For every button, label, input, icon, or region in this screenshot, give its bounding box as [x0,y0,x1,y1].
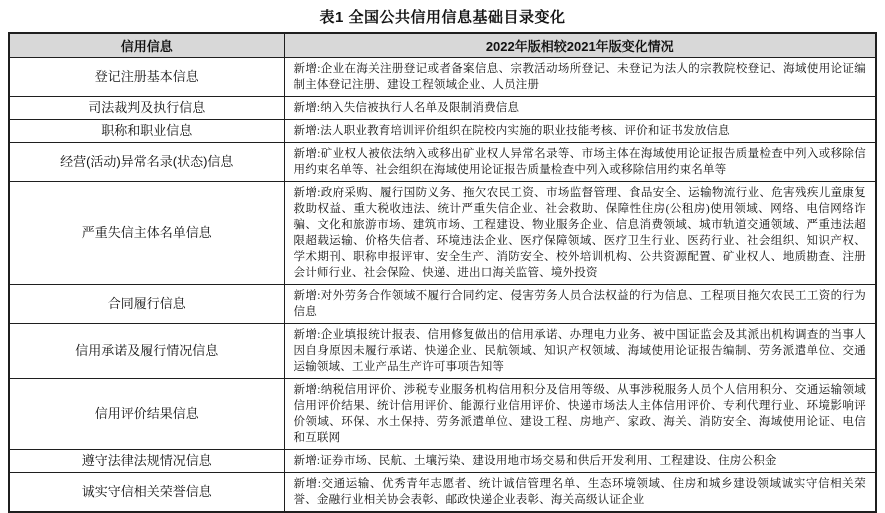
credit-info-table [8,32,877,513]
table-row [9,182,876,285]
table-row [9,379,876,450]
table-row [9,58,876,97]
change-description-cell: 新增:纳入失信被执行人名单及限制消费信息 [284,97,876,120]
change-description-cell: 新增:交通运输、优秀青年志愿者、统计诚信管理名单、生态环境领域、住房和城乡建设领域诚实守信相关荣誉、金融行业相关协会表彰、邮政快递企业表彰、海关高级认证企业 [284,473,876,513]
credit-info-category-cell: 严重失信主体名单信息 [9,182,284,285]
table-row [9,473,876,513]
table-row [9,285,876,324]
change-description-cell: 新增:矿业权人被依法纳入或移出矿业权人异常名录等、市场主体在海域使用论证报告质量检查中列入或移除信用约束名单等、社会组织在海域使用论证报告质量检查中列入或移除信用约束名单等 [284,143,876,182]
credit-info-category-cell: 经营(活动)异常名录(状态)信息 [9,143,284,182]
credit-info-category-cell: 司法裁判及执行信息 [9,97,284,120]
change-description-cell: 新增:企业在海关注册登记或者备案信息、宗教活动场所登记、未登记为法人的宗教院校登记、海域使用论证编制主体登记注册、建设工程领域企业、人员注册 [284,58,876,97]
credit-info-category-cell: 信用评价结果信息 [9,379,284,450]
change-description-cell: 新增:企业填报统计报表、信用修复做出的信用承诺、办理电力业务、被中国证监会及其派出机构调查的当事人因自身原因未履行承诺、快递企业、民航领域、知识产权领域、海域使用论证报告编制、劳务派遣单位、交通运输领域、工业产品生产许可事项告知等 [284,324,876,379]
table-title: 表1 全国公共信用信息基础目录变化 [319,9,566,26]
column-header-change-2022-vs-2021: 2022年版相较2021年版变化情况 [284,33,876,58]
credit-info-category-cell: 诚实守信相关荣誉信息 [9,473,284,513]
credit-info-category-cell: 合同履行信息 [9,285,284,324]
credit-info-category-cell: 职称和职业信息 [9,120,284,143]
change-description-cell: 新增:法人职业教育培训评价组织在院校内实施的职业技能考核、评价和证书发放信息 [284,120,876,143]
table-row [9,143,876,182]
column-header-credit-info: 信用信息 [9,33,284,58]
credit-info-category-cell: 信用承诺及履行情况信息 [9,324,284,379]
table-row [9,120,876,143]
change-description-cell: 新增:证券市场、民航、土壤污染、建设用地市场交易和供后开发利用、工程建设、住房公积金 [284,450,876,473]
credit-info-category-cell: 登记注册基本信息 [9,58,284,97]
table-body [9,58,876,513]
table-row [9,450,876,473]
change-description-cell: 新增:对外劳务合作领域不履行合同约定、侵害劳务人员合法权益的行为信息、工程项目拖欠农民工工资的行为信息 [284,285,876,324]
change-description-cell: 新增:纳税信用评价、涉税专业服务机构信用积分及信用等级、从事涉税服务人员个人信用积分、交通运输领域信用评价结果、统计信用评价、能源行业信用评价、快递市场法人主体信用评价、专利代理行业、环境影响评价领域、环保、水土保持、劳务派遣单位、建设工程、房地产、家政、海关、消防安全、海域使用论证、电信和互联网 [284,379,876,450]
change-description-cell: 新增:政府采购、履行国防义务、拖欠农民工资、市场监督管理、食品安全、运输物流行业、危害残疾儿童康复救助权益、重大税收违法、统计严重失信企业、社会救助、保障性住房(公租房)使用领域、网络、电信网络诈骗、文化和旅游市场、建筑市场、工程建设、物业服务企业、信息消费领域、城市轨道交通领域、严重违法超限超载运输、价格失信者、环境违法企业、医疗保障领域、医疗卫生行业、医药行业、社会组织、知识产权、学术期刊、职称申报评审、安全生产、消防安全、校外培训机构、公共资源配置、矿业权人、地质勘查、注册会计师行业、社会保险、快递、进出口海关监管、境外投资 [284,182,876,285]
table-row [9,97,876,120]
credit-info-category-cell: 遵守法律法规情况信息 [9,450,284,473]
table-row [9,324,876,379]
table-header-row [9,33,876,58]
